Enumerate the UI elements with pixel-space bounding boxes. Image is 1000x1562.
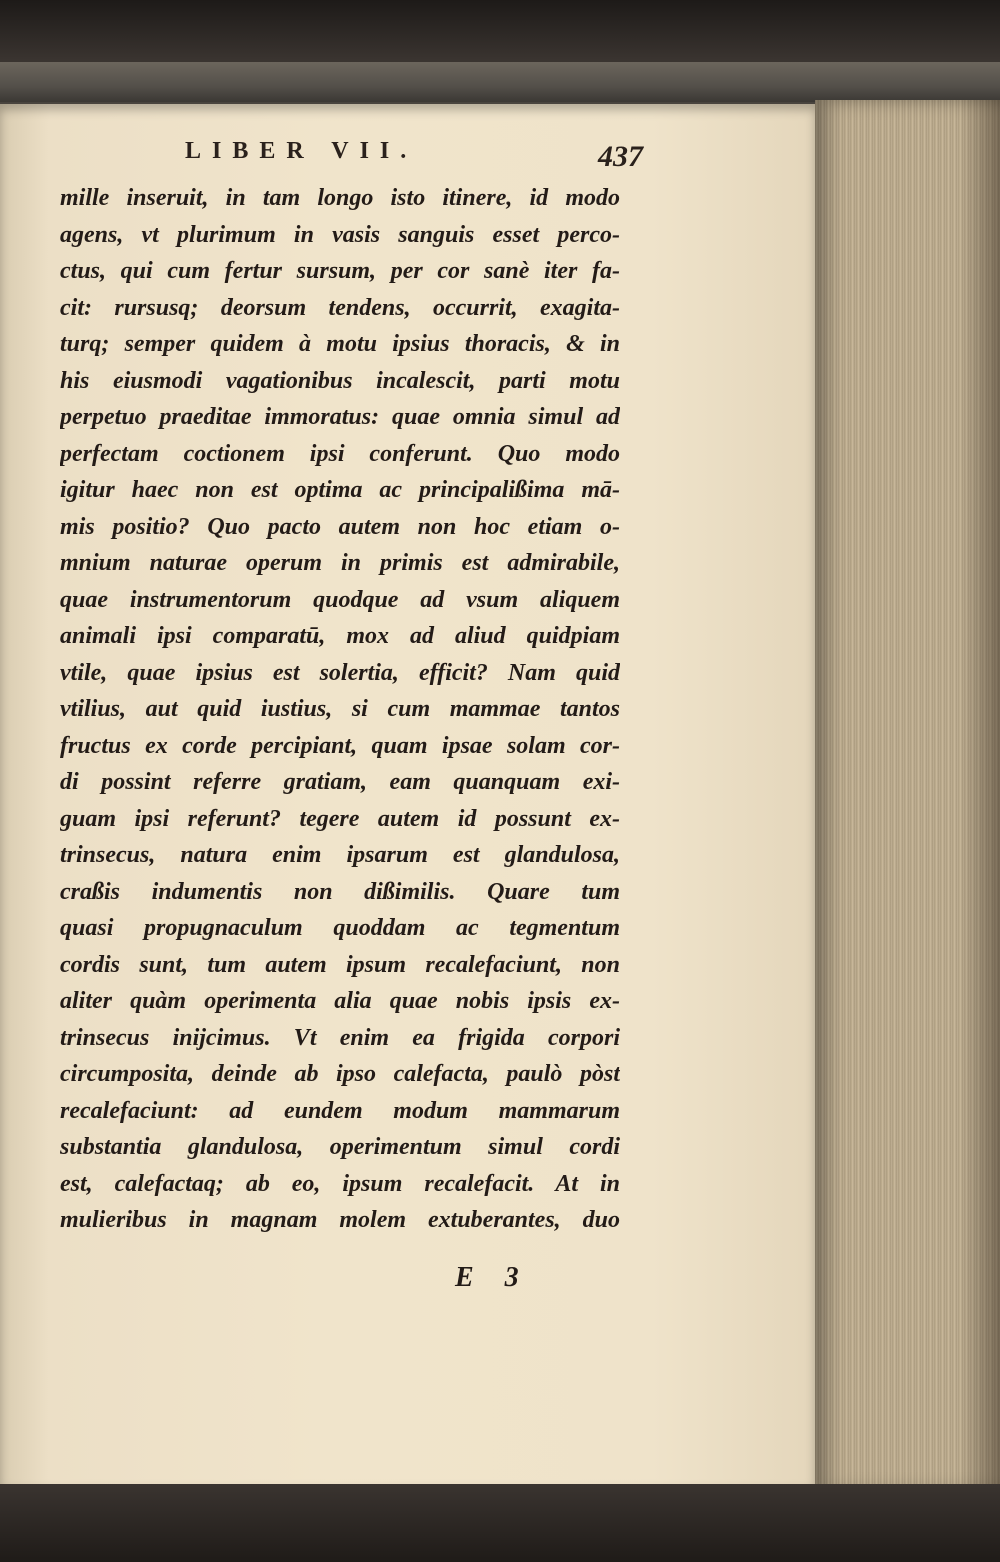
book-binding-top — [0, 0, 1000, 110]
text-line: mulieribus in magnam molem extuberantes, duo — [60, 1207, 620, 1233]
signature-mark: E 3 — [455, 1262, 531, 1293]
book-binding-bottom — [0, 1484, 1000, 1562]
text-line: quae instrumentorum quodque ad vsum aliquem — [60, 586, 620, 613]
text-line: mis positio? Quo pacto autem non hoc etiam o- — [60, 513, 620, 540]
running-head: LIBER VII. — [185, 138, 418, 164]
text-line: mille inseruit, in tam longo isto itinere, id modo — [60, 185, 620, 211]
text-line: quasi propugnaculum quoddam ac tegmentum — [60, 915, 620, 941]
text-line: trinsecus inijcimus. Vt enim ea frigida corpori — [60, 1024, 620, 1051]
page-edges — [815, 100, 1000, 1492]
text-line: vtilius, aut quid iustius, si cum mammae tantos — [60, 696, 620, 722]
text-line: circumposita, deinde ab ipso calefacta, paulò pòst — [60, 1061, 620, 1087]
text-line: animali ipsi comparatū, mox ad aliud quidpiam — [60, 623, 620, 649]
text-line: aliter quàm operimenta alia quae nobis ipsis ex- — [60, 988, 620, 1014]
text-line: substantia glandulosa, operimentum simul cordi — [60, 1134, 620, 1160]
text-line: vtile, quae ipsius est solertia, efficit? Nam quid — [60, 659, 620, 686]
text-line: recalefaciunt: ad eundem modum mammarum — [60, 1097, 620, 1124]
text-line: fructus ex corde percipiant, quam ipsae solam cor- — [60, 732, 620, 759]
text-line: mnium naturae operum in primis est admirabile, — [60, 550, 620, 576]
text-line: di possint referre gratiam, eam quanquam exi- — [60, 769, 620, 795]
body-text — [60, 180, 620, 1239]
page-number: 437 — [598, 140, 643, 173]
text-line: ctus, qui cum fertur sursum, per cor sanè iter fa- — [60, 258, 620, 284]
text-line: turq; semper quidem à motu ipsius thoracis, & in — [60, 331, 620, 357]
text-line: cit: rursusq; deorsum tendens, occurrit, exagita- — [60, 294, 620, 321]
text-line: agens, vt plurimum in vasis sanguis esset perco- — [60, 221, 620, 248]
text-line: trinsecus, natura enim ipsarum est glandulosa, — [60, 842, 620, 868]
text-line: cordis sunt, tum autem ipsum recalefaciunt, non — [60, 951, 620, 978]
text-line: his eiusmodi vagationibus incalescit, parti motu — [60, 367, 620, 394]
text-line: guam ipsi referunt? tegere autem id possunt ex- — [60, 805, 620, 832]
text-line: craßis indumentis non dißimilis. Quare tum — [60, 878, 620, 905]
text-line: perpetuo praeditae immoratus: quae omnia simul ad — [60, 404, 620, 430]
text-line: perfectam coctionem ipsi conferunt. Quo modo — [60, 440, 620, 467]
text-line: est, calefactaq; ab eo, ipsum recalefacit. At in — [60, 1170, 620, 1197]
text-line: igitur haec non est optima ac principalißima mā- — [60, 477, 620, 503]
